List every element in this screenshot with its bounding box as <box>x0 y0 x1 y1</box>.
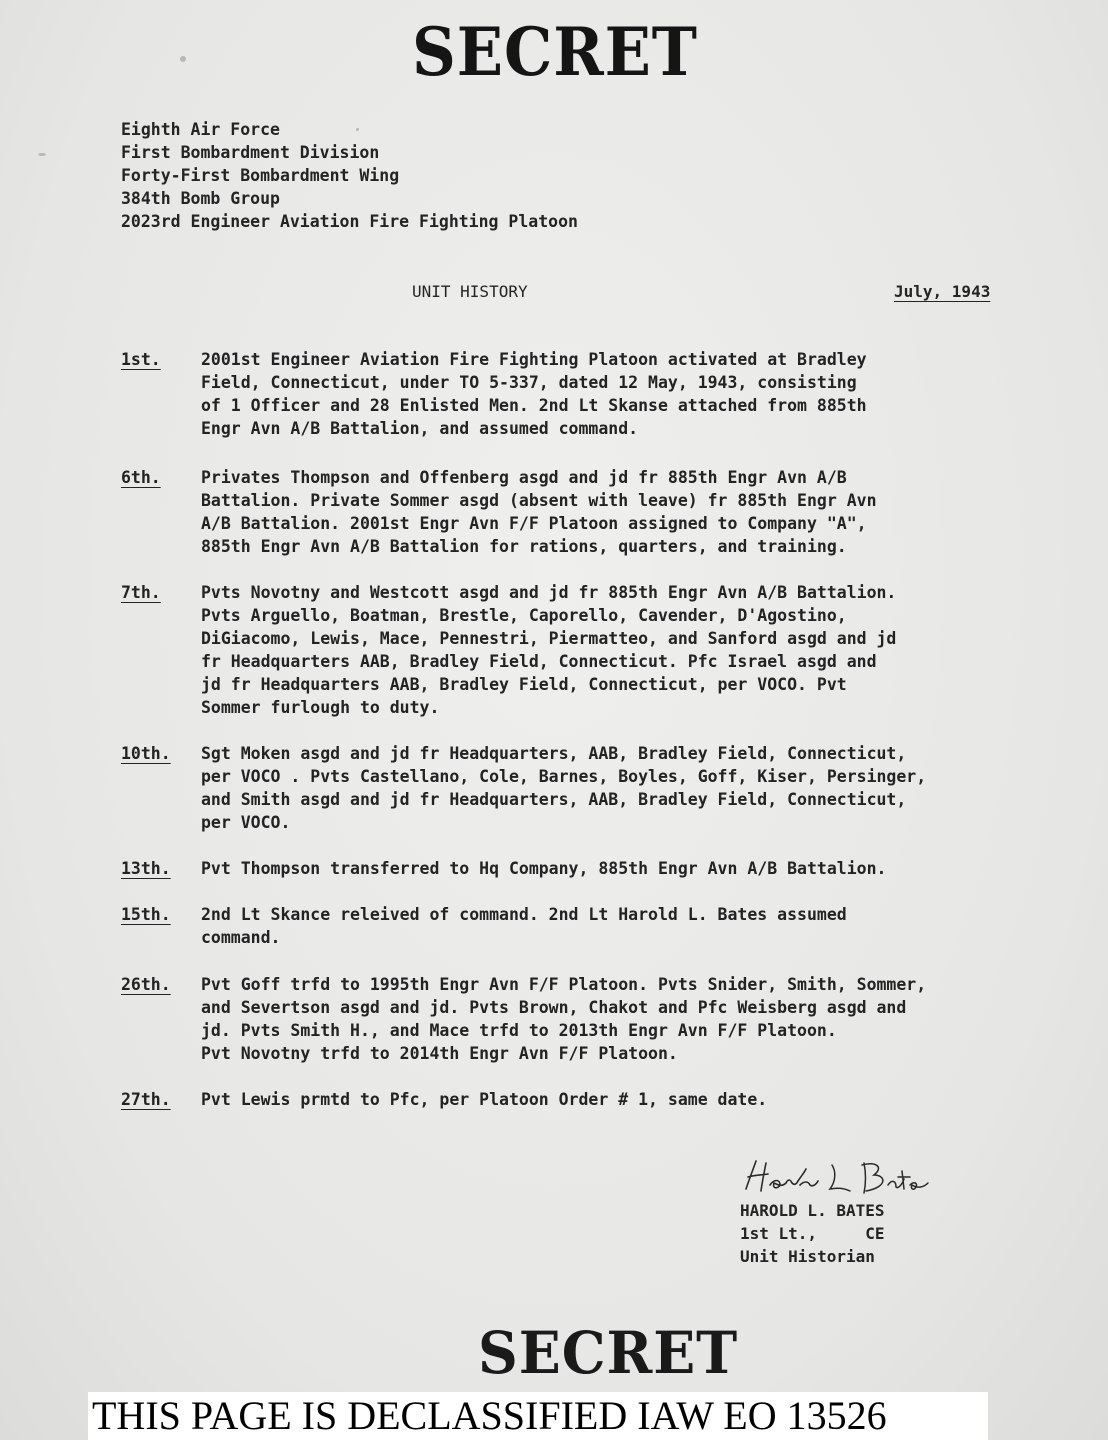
signer-name: HAROLD L. BATES <box>740 1201 885 1220</box>
letterhead-line: Forty-First Bombardment Wing <box>121 166 400 185</box>
paper-speck <box>180 56 186 62</box>
history-entry <box>121 1088 1056 1111</box>
letterhead-line: First Bombardment Division <box>121 143 380 162</box>
history-entry <box>121 903 1056 949</box>
entry-day: 6th. <box>121 468 161 487</box>
history-entry <box>121 742 1056 834</box>
entry-text: 2001st Engineer Aviation Fire Fighting Platoon activated at Bradley Field, Connecticut, under TO 5-337, dated 12 May, 1943, consisting of 1 Officer and 28 Enlisted Men. 2nd Lt Skanse attached from 885th Engr Avn A/B Battalion, and assumed command. <box>201 350 867 438</box>
entry-day: 26th. <box>121 975 171 994</box>
letterhead-line: 384th Bomb Group <box>121 189 280 208</box>
classification-stamp-top: SECRET <box>412 13 698 91</box>
entry-day: 15th. <box>121 905 171 924</box>
letterhead <box>121 118 578 233</box>
paper-speck <box>38 153 46 156</box>
entry-text: Sgt Moken asgd and jd fr Headquarters, AAB, Bradley Field, Connecticut, per VOCO . Pvts Castellano, Cole, Barnes, Boyles, Goff, Kiser, Persinger, and Smith asgd and jd fr Headquarters, AAB, Bradley Field, Connecticut, per VOCO. <box>201 744 927 832</box>
history-entry <box>121 348 1056 440</box>
signer-rank: 1st Lt., CE <box>740 1224 885 1243</box>
history-entry <box>121 466 1056 558</box>
letterhead-line: Eighth Air Force <box>121 120 280 139</box>
document-date: July, 1943 <box>894 282 991 301</box>
handwritten-signature <box>740 1155 930 1201</box>
history-entry <box>121 581 1056 719</box>
signature-block <box>740 1155 960 1268</box>
entry-day: 7th. <box>121 583 161 602</box>
classification-stamp-bottom: SECRET <box>478 1319 739 1387</box>
history-entry <box>121 857 1056 880</box>
entry-text: Privates Thompson and Offenberg asgd and jd fr 885th Engr Avn A/B Battalion. Private Sommer asgd (absent with leave) fr 885th Engr Avn A/B Battalion. 2001st Engr Avn F/F Platoon assigned to Company "A", 885th Engr Avn A/B Battalion for rations, quarters, and training. <box>201 468 877 556</box>
history-entry <box>121 973 1056 1065</box>
letterhead-line: 2023rd Engineer Aviation Fire Fighting Platoon <box>121 212 578 231</box>
entry-day: 10th. <box>121 744 171 763</box>
entry-text: Pvt Thompson transferred to Hq Company, 885th Engr Avn A/B Battalion. <box>201 859 887 878</box>
entry-day: 13th. <box>121 859 171 878</box>
signer-title: Unit Historian <box>740 1247 875 1266</box>
declassification-text: THIS PAGE IS DECLASSIFIED IAW EO 13526 <box>92 1393 887 1438</box>
entry-text: Pvt Lewis prmtd to Pfc, per Platoon Order # 1, same date. <box>201 1090 768 1109</box>
entry-day: 27th. <box>121 1090 171 1109</box>
document-title: UNIT HISTORY <box>412 282 528 301</box>
entry-day: 1st. <box>121 350 161 369</box>
entry-text: Pvt Goff trfd to 1995th Engr Avn F/F Platoon. Pvts Snider, Smith, Sommer, and Severtson asgd and jd. Pvts Brown, Chakot and Pfc Weisberg asgd and jd. Pvts Smith H., and Mace trfd to 2013th Engr Avn F/F Platoon. Pvt Novotny trfd to 2014th Engr Avn F/F Platoon. <box>201 975 927 1063</box>
entry-text: 2nd Lt Skance releived of command. 2nd Lt Harold L. Bates assumed command. <box>201 905 847 947</box>
entry-text: Pvts Novotny and Westcott asgd and jd fr 885th Engr Avn A/B Battalion. Pvts Arguello, Boatman, Brestle, Caporello, Cavender, D'Agostino, DiGiacomo, Lewis, Mace, Pennestri, Piermatteo, and Sanford asgd and jd fr Headquarters AAB, Bradley Field, Connecticut. Pfc Israel asgd and jd fr Headquarters AAB, Bradley Field, Connecticut, per VOCO. Pvt Sommer furlough to duty. <box>201 583 897 717</box>
